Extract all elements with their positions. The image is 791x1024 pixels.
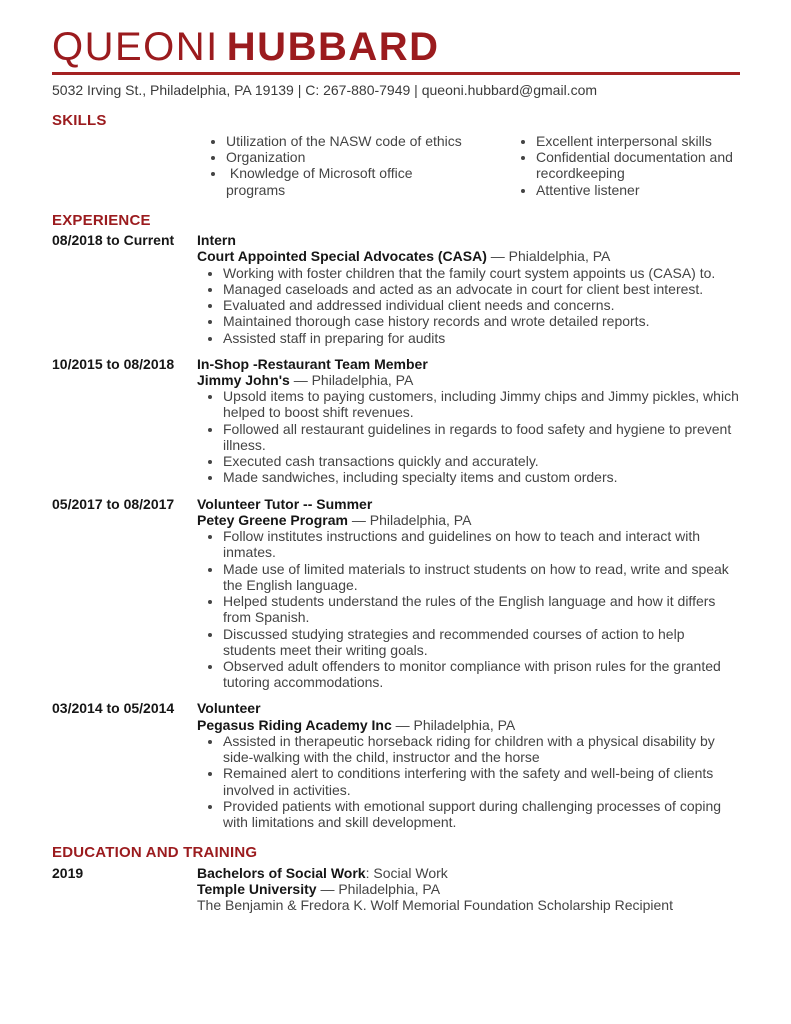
experience-entry bbox=[52, 356, 740, 486]
job-dates: 05/2017 to 08/2017 bbox=[52, 495, 175, 512]
education-heading: EDUCATION AND TRAINING bbox=[52, 844, 258, 862]
experience-entry bbox=[52, 700, 740, 830]
job-dates: 03/2014 to 05/2014 bbox=[52, 700, 175, 717]
education-body bbox=[197, 865, 740, 914]
job-bullet: • Upsold items to paying customers, including Jimmy chips and Jimmy pickles, which helped to boost shift revenues. bbox=[223, 388, 740, 420]
skill-item: • Excellent interpersonal skills bbox=[536, 133, 740, 149]
header-divider bbox=[52, 72, 740, 75]
job-location: — Phialdelphia, PA bbox=[486, 248, 611, 265]
job-bullet: • Assisted staff in preparing for audits bbox=[223, 330, 740, 346]
job-body bbox=[197, 496, 740, 691]
job-company: Jimmy John's bbox=[197, 372, 290, 389]
job-company: Pegasus Riding Academy Inc bbox=[197, 716, 392, 733]
skill-item: • Knowledge of Microsoft office programs bbox=[226, 165, 462, 197]
name-heading bbox=[52, 26, 740, 69]
job-title: Volunteer Tutor -- Summer bbox=[197, 495, 373, 512]
job-bullet-list bbox=[197, 388, 740, 485]
skills-heading: SKILLS bbox=[52, 112, 107, 130]
job-bullet: • Evaluated and addressed individual client needs and concerns. bbox=[223, 297, 740, 313]
job-bullet: • Executed cash transactions quickly and accurately. bbox=[223, 453, 740, 469]
education-section bbox=[52, 844, 740, 913]
job-company-line bbox=[197, 717, 740, 733]
education-note: The Benjamin & Fredora K. Wolf Memorial Foundation Scholarship Recipient bbox=[197, 897, 673, 914]
education-location: — Philadelphia, PA bbox=[316, 880, 441, 897]
skill-item: • Utilization of the NASW code of ethics bbox=[226, 133, 462, 149]
job-bullet-list bbox=[197, 733, 740, 830]
contact-line: 5032 Irving St., Philadelphia, PA 19139 | C: 267-880-7949 | queoni.hubbard@gmail.com bbox=[52, 82, 598, 99]
job-bullet: • Made sandwiches, including specialty items and custom orders. bbox=[223, 469, 740, 485]
education-school: Temple University bbox=[197, 880, 317, 897]
job-bullet: • Maintained thorough case history records and wrote detailed reports. bbox=[223, 313, 740, 329]
job-bullet: • Follow institutes instructions and guidelines on how to teach and interact with inmates. bbox=[223, 528, 740, 560]
education-school-line bbox=[197, 881, 740, 897]
resume-header bbox=[52, 26, 740, 98]
skill-item: • Organization bbox=[226, 149, 462, 165]
job-bullet: • Observed adult offenders to monitor compliance with prison rules for the granted tutoring accommodations. bbox=[223, 658, 740, 690]
experience-heading: EXPERIENCE bbox=[52, 211, 151, 229]
last-name: HUBBARD bbox=[226, 25, 440, 69]
education-entry bbox=[52, 865, 740, 914]
education-degree-detail: : Social Work bbox=[365, 864, 448, 881]
job-bullet-list bbox=[197, 528, 740, 690]
skills-section bbox=[52, 112, 740, 197]
job-title: Volunteer bbox=[197, 700, 261, 717]
job-body bbox=[197, 232, 740, 346]
job-location: — Philadelphia, PA bbox=[391, 716, 516, 733]
job-company: Court Appointed Special Advocates (CASA) bbox=[197, 248, 487, 265]
job-bullet: • Assisted in therapeutic horseback riding for children with a physical disability by side-walking with the child, instructor and the horse bbox=[223, 733, 740, 765]
job-bullet: • Discussed studying strategies and recommended courses of action to help students meet their writing goals. bbox=[223, 626, 740, 658]
job-bullet: • Followed all restaurant guidelines in regards to food safety and hygiene to prevent illness. bbox=[223, 421, 740, 453]
skill-item: • Attentive listener bbox=[536, 182, 740, 198]
skill-item: • Confidential documentation and recordkeeping bbox=[536, 149, 740, 181]
job-company-line bbox=[197, 512, 740, 528]
job-bullet-list bbox=[197, 265, 740, 346]
education-degree: Bachelors of Social Work bbox=[197, 864, 366, 881]
first-name: QUEONI bbox=[52, 25, 219, 69]
job-title: In-Shop -Restaurant Team Member bbox=[197, 355, 428, 372]
job-body bbox=[197, 356, 740, 486]
job-company: Petey Greene Program bbox=[197, 511, 348, 528]
job-dates: 10/2015 to 08/2018 bbox=[52, 355, 175, 372]
job-bullet: • Working with foster children that the family court system appoints us (CASA) to. bbox=[223, 265, 740, 281]
job-company-line bbox=[197, 248, 740, 264]
skills-list-right bbox=[510, 133, 740, 198]
job-body bbox=[197, 700, 740, 830]
job-bullet: • Managed caseloads and acted as an advocate in court for client best interest. bbox=[223, 281, 740, 297]
job-location: — Philadelphia, PA bbox=[347, 511, 472, 528]
skills-columns bbox=[200, 133, 740, 198]
skills-list-left bbox=[200, 133, 462, 198]
experience-entry bbox=[52, 232, 740, 346]
experience-section bbox=[52, 212, 740, 831]
job-location: — Philadelphia, PA bbox=[289, 372, 414, 389]
education-degree-line bbox=[197, 865, 740, 881]
job-company-line bbox=[197, 372, 740, 388]
job-bullet: • Made use of limited materials to instruct students on how to read, write and speak the English language. bbox=[223, 561, 740, 593]
experience-entry bbox=[52, 496, 740, 691]
job-bullet: • Remained alert to conditions interfering with the safety and well-being of clients involved in activities. bbox=[223, 765, 740, 797]
job-bullet: • Provided patients with emotional support during challenging processes of coping with limitations and skill development. bbox=[223, 798, 740, 830]
job-dates: 08/2018 to Current bbox=[52, 232, 175, 249]
job-title: Intern bbox=[197, 232, 236, 249]
job-bullet: • Helped students understand the rules of the English language and how it differs from Spanish. bbox=[223, 593, 740, 625]
education-dates: 2019 bbox=[52, 864, 84, 881]
